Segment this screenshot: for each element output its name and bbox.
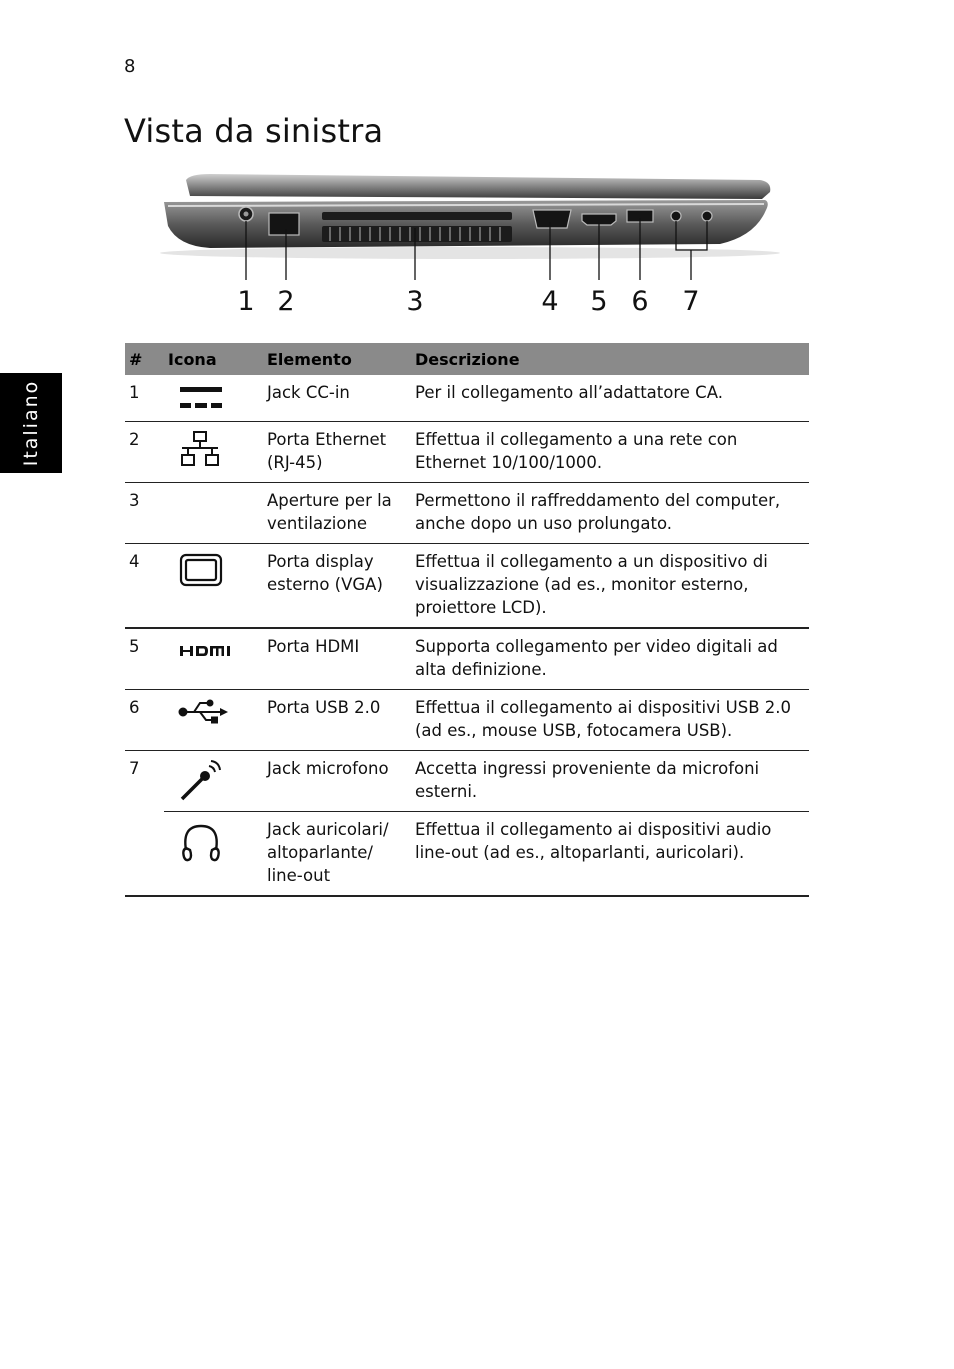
microphone-icon — [178, 759, 224, 803]
table-row — [125, 812, 809, 897]
headphone-jack — [702, 211, 712, 221]
row-number: 2 — [125, 422, 164, 483]
header-number: # — [125, 343, 164, 375]
callout-number-5: 5 — [590, 286, 608, 317]
row-element: Jack microfono — [263, 751, 411, 812]
microphone-jack — [671, 211, 681, 221]
row-element: Jack auricolari/ altoparlante/ line-out — [263, 812, 411, 897]
row-element: Porta display esterno (VGA) — [263, 544, 411, 629]
row-description: Effettua il collegamento ai dispositivi audio line-out (ad es., altoparlanti, auricolari). — [411, 812, 809, 897]
laptop-shadow — [160, 247, 780, 259]
row-description: Permettono il raffreddamento del computer, anche dopo un uso prolungato. — [411, 483, 809, 544]
row-element: Porta USB 2.0 — [263, 690, 411, 751]
row-element: Porta Ethernet (RJ-45) — [263, 422, 411, 483]
table-row — [125, 544, 809, 629]
row-element: Porta HDMI — [263, 628, 411, 690]
table-row — [125, 422, 809, 483]
laptop-lid — [186, 174, 770, 199]
table-row — [125, 690, 809, 751]
vga-icon — [178, 552, 224, 588]
row-description: Per il collegamento all’adattatore CA. — [411, 375, 809, 422]
callout-number-1: 1 — [237, 286, 255, 317]
callout-number-7: 7 — [682, 286, 700, 317]
row-number — [125, 812, 164, 897]
header-icon: Icona — [164, 343, 263, 375]
table-row — [125, 628, 809, 690]
hdmi-icon — [178, 637, 234, 661]
page-number: 8 — [124, 56, 136, 77]
language-side-tab — [0, 373, 62, 473]
callout-number-2: 2 — [277, 286, 295, 317]
row-number: 6 — [125, 690, 164, 751]
header-description: Descrizione — [411, 343, 809, 375]
callout-number-3: 3 — [406, 286, 424, 317]
page-title: Vista da sinistra — [124, 112, 384, 150]
row-number: 1 — [125, 375, 164, 422]
table-row — [125, 751, 809, 812]
ethernet-port — [269, 213, 299, 235]
dc-in-icon — [178, 383, 224, 413]
callout-number-4: 4 — [541, 286, 559, 317]
header-element: Elemento — [263, 343, 411, 375]
row-element: Jack CC-in — [263, 375, 411, 422]
vga-port — [533, 210, 571, 228]
callout-number-6: 6 — [631, 286, 649, 317]
table-row — [125, 375, 809, 422]
dc-in-port-pin — [244, 212, 249, 217]
vent-upper-strip — [322, 212, 512, 220]
language-side-tab-label: Italiano — [20, 379, 42, 467]
row-description: Effettua il collegamento ai dispositivi USB 2.0 (ad es., mouse USB, fotocamera USB). — [411, 690, 809, 751]
row-number: 3 — [125, 483, 164, 544]
table-header-row — [125, 343, 809, 375]
usb-icon — [178, 698, 230, 724]
table-row — [125, 483, 809, 544]
row-description: Effettua il collegamento a un dispositivo di visualizzazione (ad es., monitor esterno, proiettore LCD). — [411, 544, 809, 629]
ethernet-icon — [178, 430, 224, 470]
row-number: 5 — [125, 628, 164, 690]
row-number: 4 — [125, 544, 164, 629]
row-description: Accetta ingressi proveniente da microfoni esterni. — [411, 751, 809, 812]
headphones-icon — [178, 820, 224, 864]
laptop-left-side-illustration — [150, 166, 790, 326]
row-description: Effettua il collegamento a una rete con Ethernet 10/100/1000. — [411, 422, 809, 483]
row-number: 7 — [129, 759, 140, 778]
row-element: Aperture per la ventilazione — [263, 483, 411, 544]
row-description: Supporta collegamento per video digitali ad alta definizione. — [411, 628, 809, 690]
ports-table — [125, 343, 809, 897]
